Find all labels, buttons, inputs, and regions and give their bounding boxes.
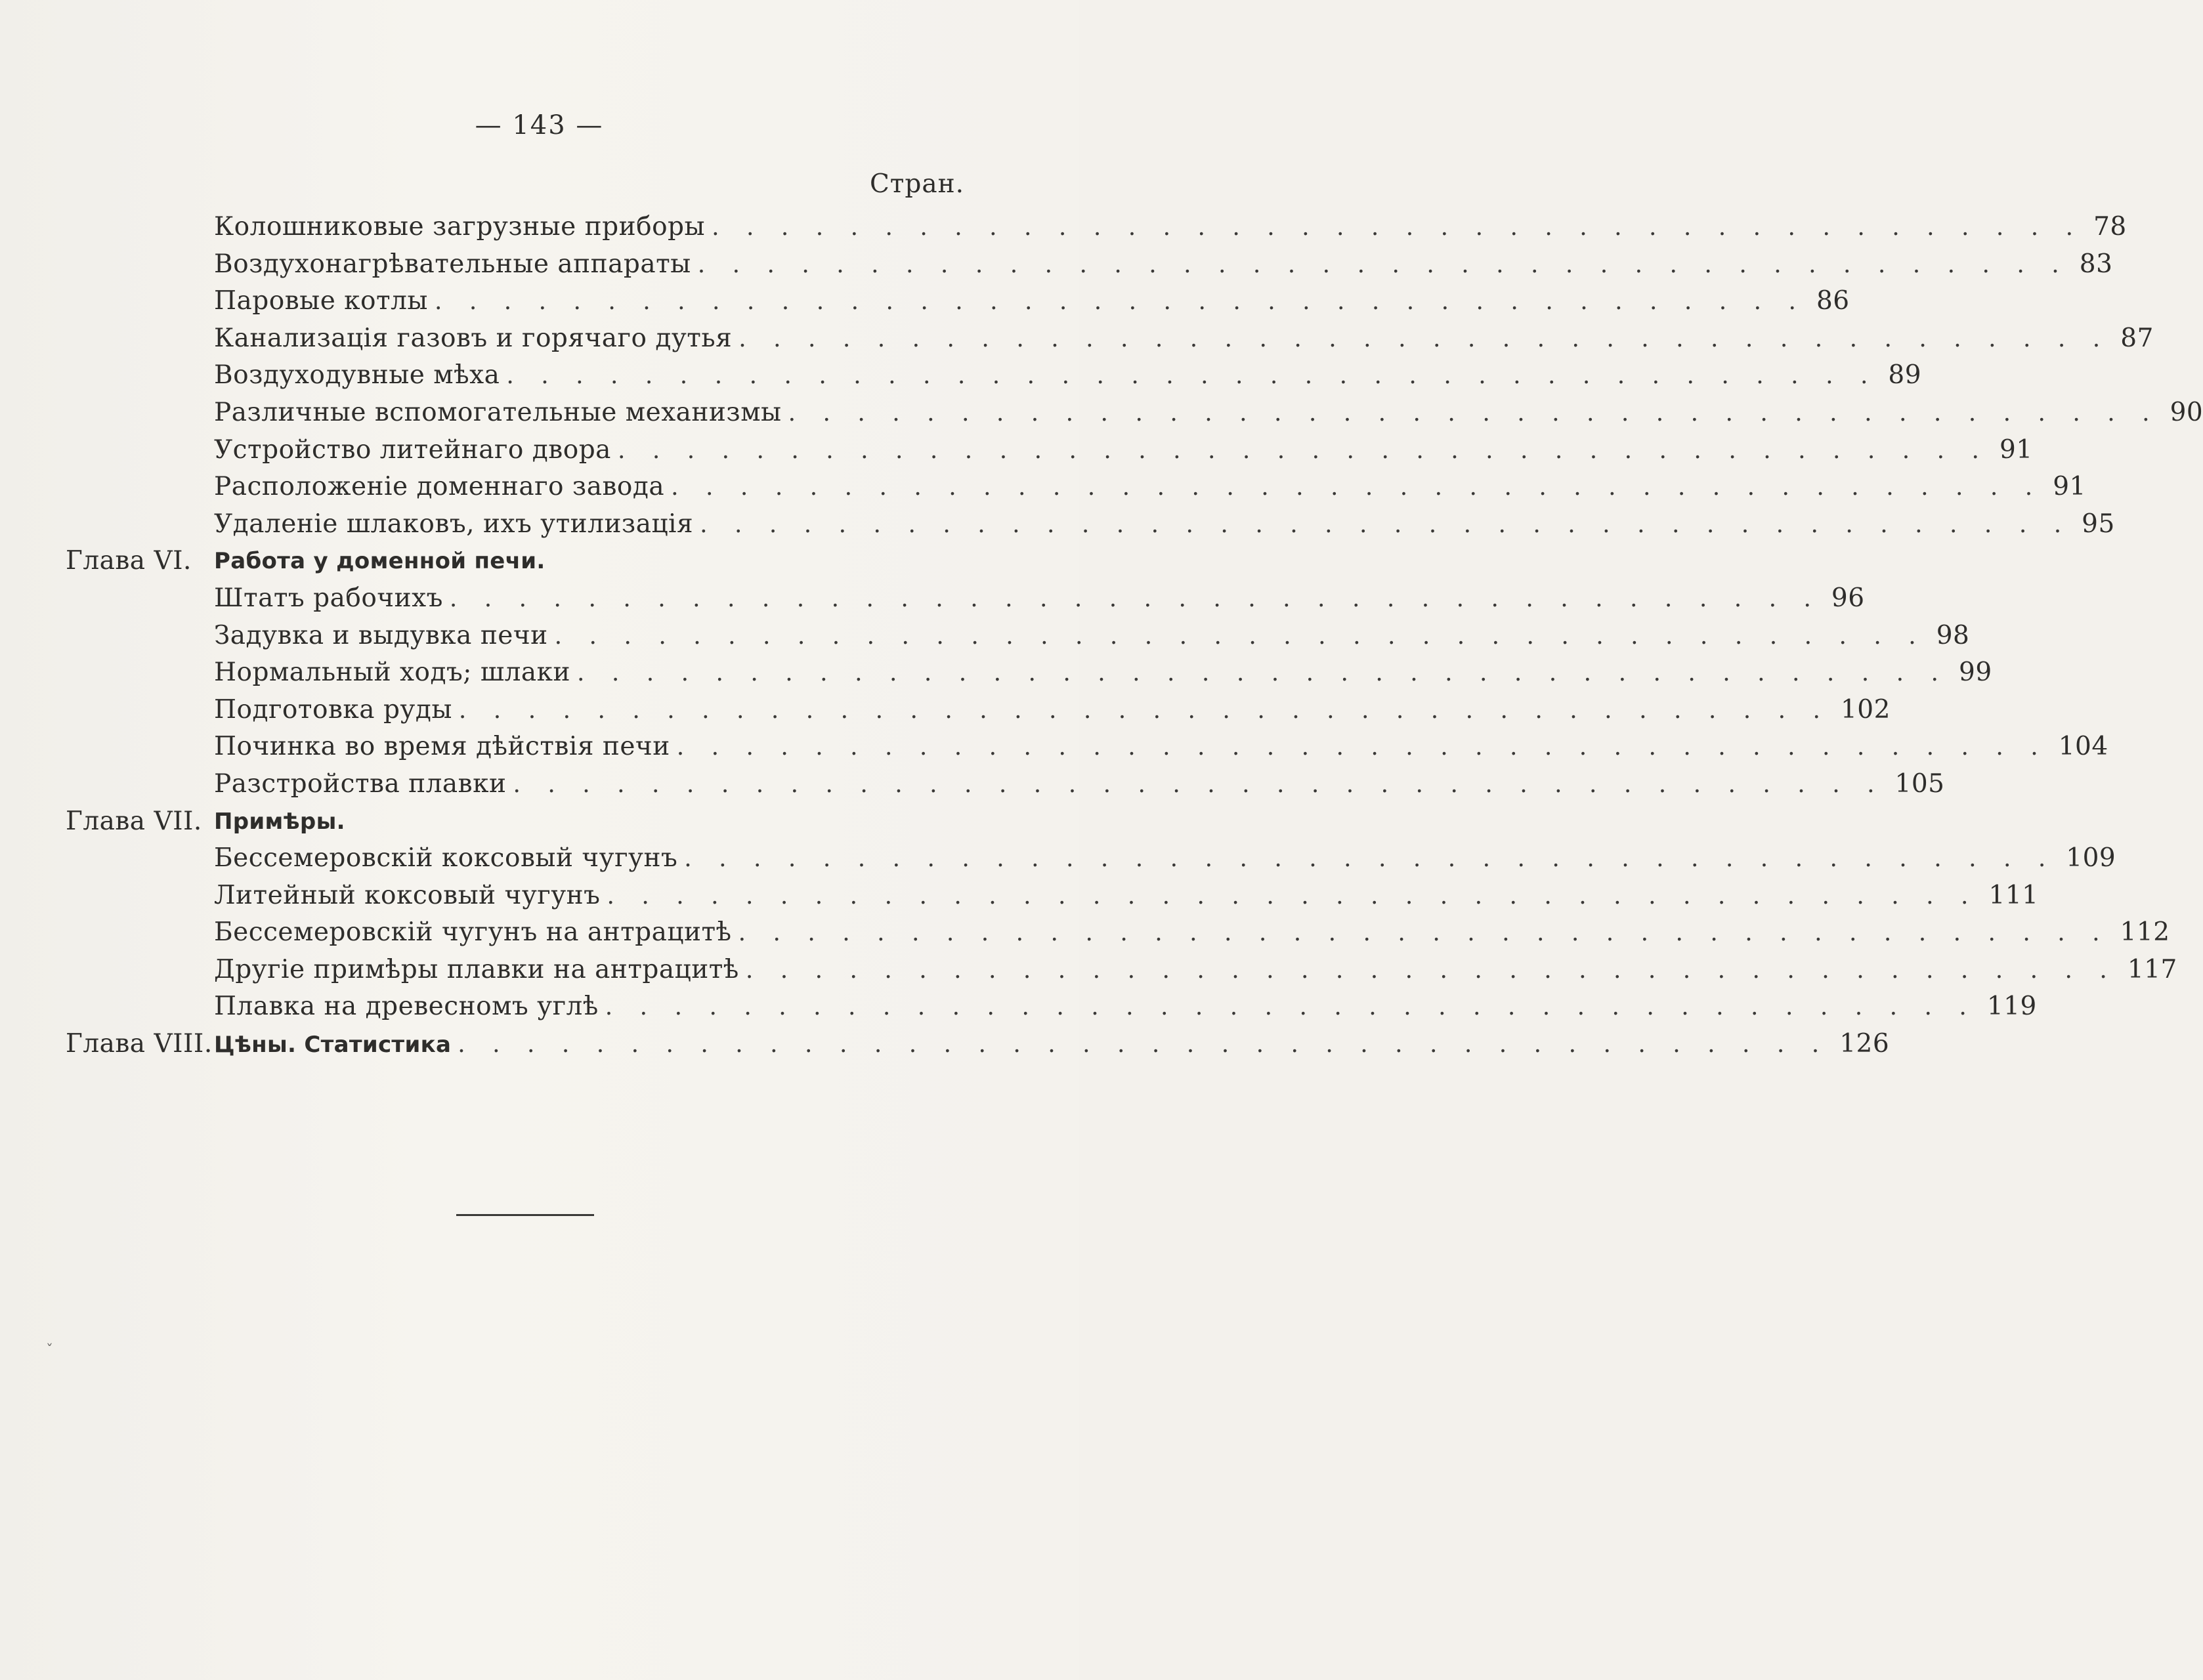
toc-row <box>66 803 972 841</box>
toc-entry <box>214 580 1865 618</box>
toc-row <box>66 246 2113 284</box>
toc-entry <box>214 394 2203 432</box>
toc-entry <box>214 766 1945 804</box>
dot-leader: . . . . . . . . . . . . . . . . . . . . . . . . . . . . . . . . . . . . . . . . <box>684 845 2056 873</box>
dot-leader: . . . . . . . . . . . . . . . . . . . . . . . . . . . . . . . . . . . . . . . . <box>458 696 1830 724</box>
page-ref: 117 <box>2127 954 2177 984</box>
table-of-contents <box>66 209 2203 1063</box>
section-title: Расположеніе доменнаго завода <box>214 472 665 502</box>
dot-leader: . . . . . . . . . . . . . . . . . . . . . . . . . . . . . . . . . . . . . . . . <box>449 585 1821 612</box>
dot-leader: . . . . . . . . . . . . . . . . . . . . . . . . . . . . . . . . . . . . . . . . <box>671 474 2043 501</box>
section-title: Починка во время дѣйствія печи <box>214 732 670 762</box>
toc-row <box>66 877 2039 915</box>
section-title: Штатъ рабочихъ <box>214 583 443 613</box>
dot-leader: . . . . . . . . . . . . . . . . . . . . . . . . . . . . . . . . . . . . . . . . <box>576 660 1948 687</box>
page-ref: 90 <box>2170 397 2203 427</box>
page-ref: 126 <box>1839 1029 1890 1059</box>
toc-row <box>66 840 2116 877</box>
toc-entry <box>214 469 2086 507</box>
toc-row <box>66 283 1850 320</box>
section-title: Нормальный ходъ; шлаки <box>214 658 570 688</box>
page-ref: 104 <box>2058 732 2108 762</box>
dot-leader: . . . . . . . . . . . . . . . . . . . . . . . . . . . . . . . . . . . . . . . . <box>617 436 1989 464</box>
section-title: Другіе примѣры плавки на антрацитѣ <box>214 954 739 984</box>
chapter-title: Цѣны. Статистика <box>214 1032 452 1059</box>
chapter-label: Глава VIII. <box>66 1029 213 1059</box>
section-title: Воздуходувные мѣха <box>214 360 500 390</box>
toc-row <box>66 580 1865 618</box>
page-number: — 143 — <box>475 110 604 140</box>
dot-leader: . . . . . . . . . . . . . . . . . . . . . . . . . . . . . . . . . . . . . . . . <box>434 288 1806 316</box>
toc-row <box>66 766 1945 803</box>
dot-leader: . . . . . . . . . . . . . . . . . . . . . . . . . . . . . . . . . . . . . . . . <box>738 325 2110 352</box>
toc-entry <box>214 840 2116 878</box>
chapter-label: Глава VI. <box>66 546 192 576</box>
closing-rule <box>456 1214 594 1216</box>
dot-leader: . . . . . . . . . . . . . . . . . . . . . . . . . . . . . . . . . . . . . . . . <box>458 1031 1829 1059</box>
dot-leader: . . . . . . . . . . . . . . . . . . . . . . . . . . . . . . . . . . . . . . . . <box>676 734 2048 761</box>
toc-entry <box>214 618 1970 656</box>
page-ref: 109 <box>2066 843 2116 873</box>
section-title: Устройство литейнаго двора <box>214 434 611 465</box>
page-ref: 96 <box>1831 583 1865 613</box>
section-title: Плавка на древесномъ углѣ <box>214 992 599 1022</box>
page-ref: 112 <box>2120 917 2170 948</box>
dot-leader: . . . . . . . . . . . . . . . . . . . . . . . . . . . . . . . . . . . . . . . . <box>700 511 2072 538</box>
section-title: Воздухонагрѣвательные аппараты <box>214 249 691 279</box>
page-ref: 87 <box>2120 323 2154 353</box>
toc-row <box>66 914 2170 952</box>
page-ref: 102 <box>1840 694 1891 724</box>
dot-leader: . . . . . . . . . . . . . . . . . . . . . . . . . . . . . . . . . . . . . . . . <box>554 622 1926 650</box>
section-title: Литейный коксовый чугунъ <box>214 880 601 910</box>
toc-row <box>66 988 2037 1026</box>
section-title: Задувка и выдувка печи <box>214 620 548 650</box>
toc-entry <box>214 432 2033 470</box>
chapter-label: Глава VII. <box>66 806 202 836</box>
page-ref: 95 <box>2082 509 2115 539</box>
page-ref: 89 <box>1888 360 1922 390</box>
section-title: Бессемеровскій чугунъ на антрацитѣ <box>214 917 732 948</box>
dot-leader: . . . . . . . . . . . . . . . . . . . . . . . . . . . . . . . . . . . . . . . . <box>745 956 2117 984</box>
toc-row <box>66 320 2154 358</box>
dot-leader: . . . . . . . . . . . . . . . . . . . . . . . . . . . . . . . . . . . . . . . . <box>738 919 2110 947</box>
toc-entry <box>214 283 1850 321</box>
page-ref: 105 <box>1894 768 1945 799</box>
chapter-title: Работа у доменной печи. <box>214 548 545 575</box>
toc-entry <box>214 692 1891 730</box>
toc-entry <box>214 988 2037 1026</box>
page-ref: 98 <box>1936 620 1970 650</box>
toc-entry <box>214 952 2177 990</box>
toc-entry <box>214 320 2154 358</box>
section-title: Паровые котлы <box>214 286 428 316</box>
toc-row <box>66 618 1970 655</box>
page-ref: 99 <box>1959 658 1992 688</box>
chapter-title: Примѣры. <box>214 808 345 835</box>
toc-entry <box>214 728 2108 766</box>
toc-entry <box>214 543 972 580</box>
dot-leader: . . . . . . . . . . . . . . . . . . . . . . . . . . . . . . . . . . . . . . . . <box>607 882 1978 910</box>
dot-leader: . . . . . . . . . . . . . . . . . . . . . . . . . . . . . . . . . . . . . . . . <box>697 251 2069 278</box>
page-ref: 111 <box>1988 880 2039 910</box>
page-ref: 86 <box>1816 286 1850 316</box>
toc-row <box>66 1026 1890 1063</box>
dot-leader: . . . . . . . . . . . . . . . . . . . . . . . . . . . . . . . . . . . . . . . . <box>506 362 1878 390</box>
page-column-header: Стран. <box>869 169 964 199</box>
toc-row <box>66 728 2108 766</box>
toc-row <box>66 506 2115 543</box>
section-title: Канализація газовъ и горячаго дутья <box>214 323 733 353</box>
toc-row <box>66 952 2177 989</box>
toc-entry <box>214 914 2170 952</box>
toc-row <box>66 654 1992 692</box>
toc-row <box>66 543 972 580</box>
section-title: Удаленіе шлаковъ, ихъ утилизація <box>214 509 694 539</box>
dot-leader: . . . . . . . . . . . . . . . . . . . . . . . . . . . . . . . . . . . . . . . . <box>788 399 2160 427</box>
toc-row <box>66 692 1891 729</box>
section-title: Различные вспомогательные механизмы <box>214 397 782 427</box>
page-ref: 119 <box>1986 992 2037 1022</box>
page-ref: 91 <box>1999 434 2033 465</box>
toc-entry <box>214 654 1992 692</box>
toc-entry <box>214 246 2113 284</box>
toc-entry <box>214 803 972 841</box>
toc-row <box>66 209 2127 246</box>
toc-row <box>66 394 2203 432</box>
section-title: Разстройства плавки <box>214 768 507 799</box>
toc-entry <box>214 506 2115 544</box>
page-ref: 91 <box>2053 472 2086 502</box>
section-title: Подготовка руды <box>214 694 452 724</box>
toc-row <box>66 357 1922 394</box>
toc-entry <box>214 877 2039 915</box>
toc-row <box>66 469 2086 506</box>
stray-mark: ˇ <box>46 1343 53 1359</box>
dot-leader: . . . . . . . . . . . . . . . . . . . . . . . . . . . . . . . . . . . . . . . . <box>605 994 1977 1021</box>
section-title: Колошниковые загрузные приборы <box>214 212 706 242</box>
toc-entry <box>214 1026 1890 1064</box>
section-title: Бессемеровскій коксовый чугунъ <box>214 843 678 873</box>
toc-entry <box>214 357 1922 395</box>
toc-entry <box>214 209 2127 247</box>
dot-leader: . . . . . . . . . . . . . . . . . . . . . . . . . . . . . . . . . . . . . . . . <box>712 214 2084 241</box>
page-ref: 78 <box>2093 212 2127 242</box>
dot-leader: . . . . . . . . . . . . . . . . . . . . . . . . . . . . . . . . . . . . . . . . <box>513 770 1885 798</box>
toc-row <box>66 432 2033 469</box>
page-ref: 83 <box>2079 249 2113 279</box>
